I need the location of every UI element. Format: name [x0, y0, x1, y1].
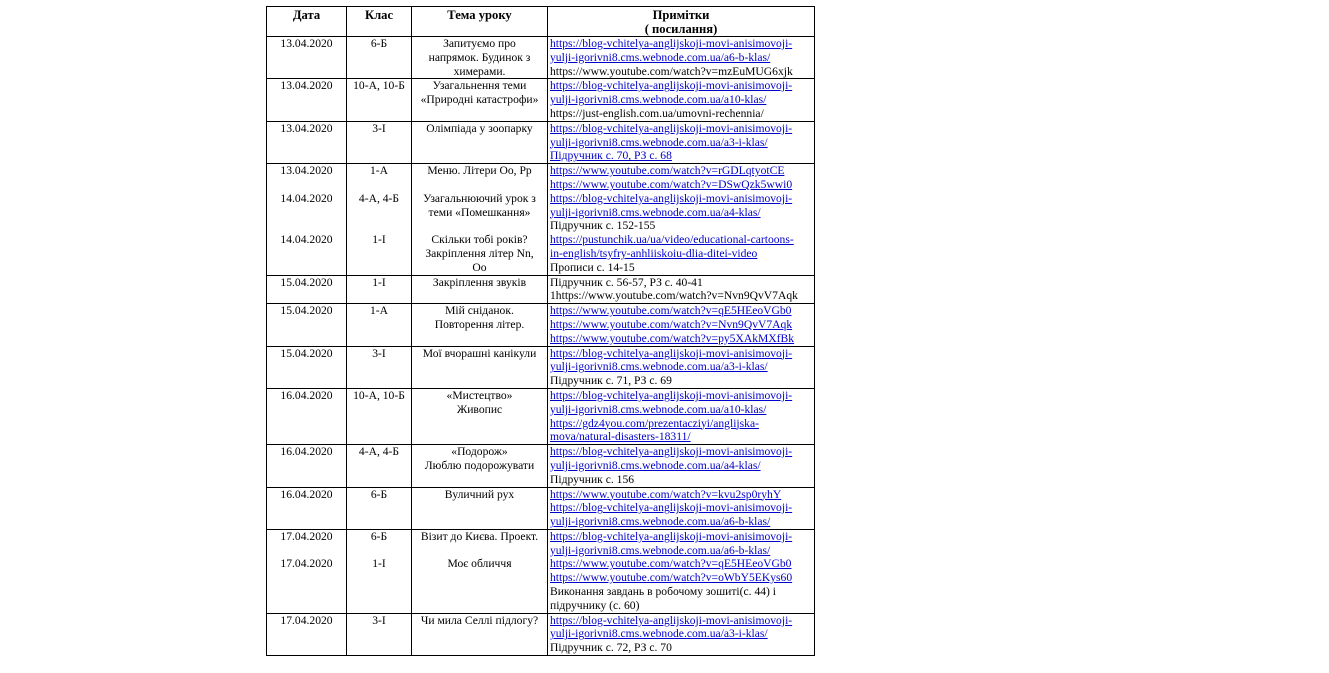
topic-cell-line: «Подорож»	[451, 445, 508, 459]
class-cell-line: 3-І	[372, 121, 386, 135]
date-cell	[267, 121, 347, 163]
class-cell-line: 4-А, 4-Б	[358, 191, 400, 205]
date-cell	[267, 346, 347, 388]
class-cell-line	[349, 178, 409, 192]
note-link[interactable]: https://www.youtube.com/watch?v=DSwQzk5wwi0	[550, 177, 793, 191]
date-cell-line: 14.04.2020	[280, 233, 333, 247]
note-text: 1https://www.youtube.com/watch?v=Nvn9QvV7Aqk	[550, 289, 798, 303]
date-cell	[267, 487, 347, 529]
topic-cell-line: Живопис	[456, 402, 503, 416]
date-cell	[267, 388, 347, 444]
table-row	[267, 445, 815, 487]
topic-cell	[412, 37, 548, 79]
class-cell-line: 1-І	[372, 233, 386, 247]
topic-cell-line: Oo	[472, 260, 487, 274]
table-row	[267, 346, 815, 388]
note-text: Підручник с. 152-155	[550, 219, 656, 233]
table-body	[267, 37, 815, 656]
class-cell	[347, 613, 412, 655]
note-link[interactable]: yulji-igorivni8.cms.webnode.com.ua/a10-klas/	[550, 93, 767, 107]
table-row	[267, 37, 815, 79]
note-link[interactable]: https://www.youtube.com/watch?v=rGDLqtyotCE	[550, 164, 785, 178]
date-cell-line: 16.04.2020	[280, 487, 333, 501]
class-cell-line: 3-І	[372, 613, 386, 627]
topic-cell-line: Вуличний рух	[444, 487, 515, 501]
class-cell	[347, 304, 412, 346]
date-cell	[267, 164, 347, 275]
note-text: https://www.youtube.com/watch?v=mzEuMUG6xjk	[550, 64, 793, 78]
date-cell-line: 17.04.2020	[280, 529, 333, 543]
class-cell-line: 4-А, 4-Б	[358, 445, 400, 459]
topic-cell-line: напрямок. Будинок з	[428, 50, 531, 64]
note-link[interactable]: mova/natural-disasters-18311/	[550, 430, 691, 444]
date-cell-line	[269, 206, 344, 220]
class-cell	[347, 37, 412, 79]
date-cell	[267, 275, 347, 304]
date-cell	[267, 304, 347, 346]
date-cell	[267, 37, 347, 79]
topic-cell-line: «Природні катастрофи»	[420, 93, 539, 107]
notes-cell	[548, 304, 815, 346]
class-cell	[347, 164, 412, 275]
note-link[interactable]: yulji-igorivni8.cms.webnode.com.ua/a3-i-klas/	[550, 627, 768, 641]
topic-cell	[412, 304, 548, 346]
note-link[interactable]: https://www.youtube.com/watch?v=qE5HEeoVGb0	[550, 557, 792, 571]
table-row	[267, 613, 815, 655]
topic-cell-line: Мій сніданок.	[445, 304, 514, 318]
note-link[interactable]: https://www.youtube.com/watch?v=qE5HEeoVGb0	[550, 304, 792, 318]
class-cell-line: 3-І	[372, 346, 386, 360]
topic-cell	[412, 346, 548, 388]
date-cell-line: 16.04.2020	[280, 445, 333, 459]
date-cell-line: 13.04.2020	[280, 79, 333, 93]
note-link[interactable]: https://blog-vchitelya-anglijskoji-movi-anisimovoji-	[550, 79, 793, 93]
notes-cell	[548, 79, 815, 121]
topic-cell-line: Закріплення літер Nn,	[425, 246, 534, 260]
note-link[interactable]: https://blog-vchitelya-anglijskoji-movi-anisimovoji-	[550, 346, 793, 360]
note-link[interactable]: https://blog-vchitelya-anglijskoji-movi-anisimovoji-	[550, 501, 793, 515]
note-link[interactable]: https://blog-vchitelya-anglijskoji-movi-anisimovoji-	[550, 445, 793, 459]
notes-cell	[548, 37, 815, 79]
note-text: Підручник с. 72, РЗ с. 70	[550, 641, 672, 655]
note-link[interactable]: https://blog-vchitelya-anglijskoji-movi-anisimovoji-	[550, 191, 793, 205]
date-cell	[267, 445, 347, 487]
topic-cell-line: Візит до Києва. Проект.	[420, 529, 539, 543]
topic-cell-line	[414, 219, 545, 233]
date-cell-line: 17.04.2020	[280, 613, 333, 627]
class-cell	[347, 79, 412, 121]
table-row	[267, 121, 815, 163]
table-row	[267, 487, 815, 529]
note-link[interactable]: yulji-igorivni8.cms.webnode.com.ua/a6-b-klas/	[550, 50, 771, 64]
note-link[interactable]: yulji-igorivni8.cms.webnode.com.ua/a6-b-klas/	[550, 543, 771, 557]
topic-cell-line: Меню. Літери Oo, Pp	[427, 164, 532, 178]
table-row	[267, 304, 815, 346]
topic-cell	[412, 388, 548, 444]
topic-cell-line: Чи мила Селлі підлогу?	[420, 613, 539, 627]
note-link[interactable]: https://www.youtube.com/watch?v=oWbY5EKys60	[550, 571, 793, 585]
note-link[interactable]: https://pustunchik.ua/ua/video/educational-cartoons-	[550, 233, 794, 247]
date-cell-line: 17.04.2020	[280, 557, 333, 571]
notes-cell	[548, 275, 815, 304]
date-cell-line: 15.04.2020	[280, 275, 333, 289]
date-cell-line: 15.04.2020	[280, 346, 333, 360]
date-cell-line: 16.04.2020	[280, 388, 333, 402]
class-cell	[347, 121, 412, 163]
date-cell-line: 13.04.2020	[280, 164, 333, 178]
note-link[interactable]: Підручник с. 70, РЗ с. 68	[550, 149, 672, 163]
note-link[interactable]: yulji-igorivni8.cms.webnode.com.ua/a6-b-klas/	[550, 515, 771, 529]
notes-cell	[548, 346, 815, 388]
topic-cell-line	[414, 178, 545, 192]
class-cell-line: 6-Б	[370, 37, 388, 50]
note-link[interactable]: https://blog-vchitelya-anglijskoji-movi-anisimovoji-	[550, 121, 793, 135]
class-cell-line: 6-Б	[370, 529, 388, 543]
topic-cell	[412, 529, 548, 613]
note-link[interactable]: https://www.youtube.com/watch?v=py5XAkMXfBk	[550, 331, 795, 345]
class-cell-line: 1-І	[372, 275, 386, 289]
note-link[interactable]: https://www.youtube.com/watch?v=Nvn9QvV7Aqk	[550, 317, 793, 331]
topic-cell-line: Моє обличчя	[447, 557, 512, 571]
topic-cell-line: Люблю подорожувати	[424, 458, 535, 472]
topic-cell-line: Повторення літер.	[434, 317, 525, 331]
note-text: Підручник с. 56-57, РЗ с. 40-41	[550, 275, 703, 289]
note-link[interactable]: yulji-igorivni8.cms.webnode.com.ua/a4-klas/	[550, 458, 761, 472]
date-cell-line: 13.04.2020	[280, 37, 333, 50]
header-class: Клас	[347, 7, 412, 37]
class-cell-line: 1-А	[369, 304, 389, 318]
topic-cell-line: «Мистецтво»	[446, 388, 513, 402]
notes-cell	[548, 445, 815, 487]
date-cell	[267, 613, 347, 655]
note-text: підручнику (с. 60)	[550, 598, 640, 612]
note-link[interactable]: https://blog-vchitelya-anglijskoji-movi-anisimovoji-	[550, 388, 793, 402]
class-cell-line: 10-А, 10-Б	[353, 388, 405, 402]
note-text: Прописи с. 14-15	[550, 260, 635, 274]
topic-cell-line: Скільки тобі років?	[431, 233, 528, 247]
date-cell-line: 13.04.2020	[280, 121, 333, 135]
note-link[interactable]: yulji-igorivni8.cms.webnode.com.ua/a10-klas/	[550, 402, 767, 416]
note-text: Підручник с. 71, РЗ с. 69	[550, 374, 672, 388]
header-date: Дата	[267, 7, 347, 37]
topic-cell	[412, 275, 548, 304]
header-topic: Тема уроку	[412, 7, 548, 37]
topic-cell-line	[414, 544, 545, 558]
class-cell-line: 10-А, 10-Б	[353, 79, 405, 93]
note-text: Підручник с. 156	[550, 472, 635, 486]
note-link[interactable]: https://blog-vchitelya-anglijskoji-movi-anisimovoji-	[550, 37, 793, 50]
note-link[interactable]: yulji-igorivni8.cms.webnode.com.ua/a3-i-klas/	[550, 360, 768, 374]
header-notes-subtitle: ( посилання)	[644, 22, 718, 36]
table-row	[267, 388, 815, 444]
note-link[interactable]: yulji-igorivni8.cms.webnode.com.ua/a4-klas/	[550, 205, 761, 219]
note-link[interactable]: in-english/tsyfry-anhliiskoiu-dlia-ditei-video	[550, 246, 758, 260]
date-cell-line	[269, 544, 344, 558]
header-notes	[548, 7, 815, 37]
topic-cell-line: Запитуємо про	[443, 37, 516, 50]
class-cell	[347, 275, 412, 304]
note-link[interactable]: https://blog-vchitelya-anglijskoji-movi-anisimovoji-	[550, 613, 793, 627]
note-text: https://just-english.com.ua/umovni-rechennia/	[550, 106, 764, 120]
class-cell-line: 1-І	[372, 557, 386, 571]
note-link[interactable]: https://blog-vchitelya-anglijskoji-movi-anisimovoji-	[550, 529, 793, 543]
topic-cell	[412, 613, 548, 655]
table-row	[267, 275, 815, 304]
note-link[interactable]: https://www.youtube.com/watch?v=kvu2sp0ryhY	[550, 487, 782, 501]
notes-cell	[548, 529, 815, 613]
topic-cell	[412, 445, 548, 487]
class-cell-line	[349, 544, 409, 558]
note-link[interactable]: yulji-igorivni8.cms.webnode.com.ua/a3-i-klas/	[550, 135, 768, 149]
header-notes-title: Примітки	[652, 8, 710, 22]
class-cell	[347, 346, 412, 388]
topic-cell-line: Олімпіада у зоопарку	[426, 121, 533, 135]
note-text: Виконання завдань в робочому зошиті(с. 44) і	[550, 585, 777, 599]
topic-cell-line: Закріплення звуків	[432, 275, 527, 289]
topic-cell-line: химерами.	[453, 64, 506, 78]
table-header-row	[267, 7, 815, 37]
topic-cell-line: теми «Помешкання»	[428, 205, 531, 219]
date-cell-line: 14.04.2020	[280, 191, 333, 205]
table-row	[267, 529, 815, 613]
notes-cell	[548, 121, 815, 163]
lesson-plan-table	[266, 6, 815, 656]
topic-cell	[412, 164, 548, 275]
class-cell	[347, 529, 412, 613]
topic-cell-line: Мої вчорашні канікули	[422, 346, 537, 360]
date-cell	[267, 79, 347, 121]
notes-cell	[548, 613, 815, 655]
date-cell	[267, 529, 347, 613]
topic-cell	[412, 121, 548, 163]
class-cell-line	[349, 219, 409, 233]
notes-cell	[548, 487, 815, 529]
table-row	[267, 164, 815, 275]
class-cell	[347, 388, 412, 444]
class-cell-line	[349, 206, 409, 220]
date-cell-line: 15.04.2020	[280, 304, 333, 318]
notes-cell	[548, 388, 815, 444]
notes-cell	[548, 164, 815, 275]
lesson-plan-sheet	[266, 6, 814, 656]
topic-cell-line: Узагальнення теми	[432, 79, 527, 93]
note-link[interactable]: https://gdz4you.com/prezentacziyi/anglijska-	[550, 416, 759, 430]
class-cell	[347, 487, 412, 529]
class-cell-line: 1-А	[369, 164, 389, 178]
table-row	[267, 79, 815, 121]
class-cell-line: 6-Б	[370, 487, 388, 501]
topic-cell	[412, 79, 548, 121]
class-cell	[347, 445, 412, 487]
topic-cell	[412, 487, 548, 529]
date-cell-line	[269, 178, 344, 192]
date-cell-line	[269, 219, 344, 233]
topic-cell-line: Узагальнюючий урок з	[423, 191, 536, 205]
